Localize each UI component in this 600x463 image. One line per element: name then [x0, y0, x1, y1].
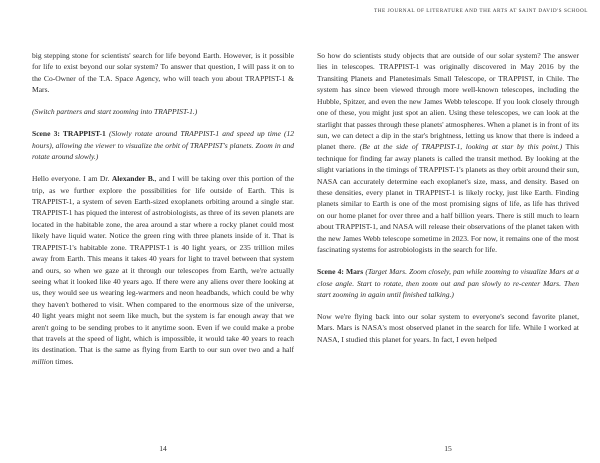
- text-span: Hello everyone. I am Dr.: [32, 174, 110, 184]
- paragraph: [32, 173, 294, 367]
- paragraph: [317, 50, 579, 256]
- emphasis: million: [32, 356, 54, 366]
- text-span: times.: [55, 356, 74, 366]
- right-page: [317, 50, 579, 345]
- text-span: This technique for finding far away planets is called the transit method. By looking at the slight variations in the timings of TRAPPIST-1's planets as they orbit around their sun, NASA can accurately determine each exoplanet's size, mass, and density. Based on these densities, every planet in TRAPPIST-1 is likely rocky, just like Earth. Finding planets similar to Earth is one of the most promising signs of life, as life has thrived on our home planet for over three and a half billion years. There is still much to learn about TRAPPIST-1, and NASA will release their observations of the planet taken with the new James Webb telescope sometime in 2023. For now, it remains one of the most fascinating systems for astrobiologists in the search for life.: [317, 142, 580, 255]
- text-span: , and I will be taking over this portion of the trip, as we further explore the possibilities for life outside of Earth. This is TRAPPIST-1, a system of seven Earth-sized exoplanets orbiting around a single star. TRAPPIST-1 has piqued the interest of astrobiologists, as three of its seven planets are located in the habitable zone, the area around a star where a rocky planet could most likely have liquid water. Notice the green ring with three planets inside of it. That is TRAPPIST-1's habitable zone. TRAPPIST-1 is 40 light years, or 235 trillion miles away from Earth. This means it takes 40 years for light to travel between that system and ours, so when we gaze at it through our telescopes from Earth, we're actually seeing what it looked like 40 years ago. If there were any aliens over there looking at us, they would see us wearing leg-warmers and neon headbands, which could be why they haven't bothered to visit. When compared to the enormous size of the universe, 40 light years might not seem like much, but the system is far enough away that we aren't going to be sending probes to it anytime soon. Even if we could make a probe that travels at the speed of light, which is impossible, it would take 40 years to reach its destination. That is the same as flying from Earth to our sun over two and a half: [32, 174, 294, 355]
- speaker-name: Alexander B.: [111, 174, 155, 184]
- left-page: [32, 50, 294, 367]
- stage-direction: (Target Mars. Zoom closely, pan while zooming to visualize Mars at a close angle. Start to rotate, then zoom out and pan slowly to re-center Mars. Then start zooming in again until finished talking.): [317, 267, 580, 300]
- scene-heading: Scene 3: TRAPPIST-1: [32, 129, 106, 139]
- scene-paragraph: [317, 266, 579, 300]
- scene-heading: Scene 4: Mars: [317, 267, 364, 277]
- text-span: So how do scientists study objects that are outside of our solar system? The answer lies in telescopes. TRAPPIST-1 was originally discovered in May 2016 by the Transiting Planets and Planetesimals Small Telescope, or TRAPPIST, in Chile. The system has since been viewed through more well-known telescopes, including the Hubble, Spitzer, and even the new James Webb telescope. If you look closely through one of these, you might just spot an alien. Using these telescopes, we can look at the starlight that passes through these planets' atmospheres. When a planet is in front of its sun, we can detect a dip in the star's brightness, letting us know that there is indeed a planet there.: [317, 51, 579, 152]
- stage-direction: (Switch partners and start zooming into TRAPPIST-1.): [32, 107, 198, 117]
- running-head: THE JOURNAL OF LITERATURE AND THE ARTS AT SAINT DAVID'S SCHOOL: [374, 8, 588, 14]
- paragraph: big stepping stone for scientists' search for life beyond Earth. However, is it possible for life to exist beyond our solar system? To answer that question, I will pass it on to the Co-Owner of the T.A. Space Agency, who will teach you about TRAPPIST-1 & Mars.: [32, 51, 294, 95]
- paragraph: Now we're flying back into our solar system to everyone's second favorite planet, Mars. Mars is NASA's most observed planet in the search for life. While I worked at NASA, I studied this planet for years. In fact, I even helped: [317, 312, 579, 344]
- scene-paragraph: [32, 128, 294, 162]
- page-number-right: 15: [444, 444, 452, 453]
- stage-direction: (Slowly rotate around TRAPPIST-1 and speed up time (12 hours), allowing the viewer to visualize the orbit of TRAPPIST's planets. Zoom in and rotate around slowly.): [32, 129, 295, 162]
- stage-direction: (Be at the side of TRAPPIST-1, looking at star by this point.): [359, 142, 563, 152]
- page-number-left: 14: [159, 444, 167, 453]
